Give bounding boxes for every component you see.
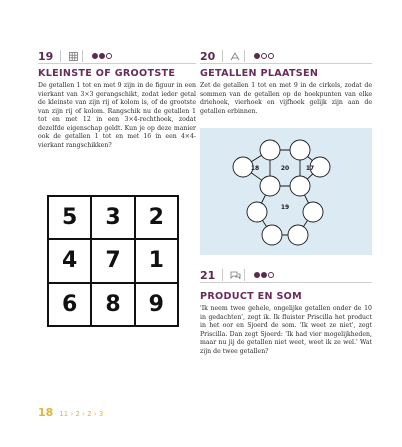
- puzzle-19-title: KLEINSTE OF GROOTSTE: [38, 68, 176, 79]
- puzzle-20-text: Zet de getallen 1 tot en met 9 in de cirkels, zodat de sommen van de getallen op de hoekpunten van elke driehoek, vierhoek en vijfhoek gelijk zijn aan de getallen erbinnen.: [200, 82, 372, 115]
- puzzle-21-title: PRODUCT EN SOM: [200, 291, 302, 302]
- difficulty-indicator: [254, 272, 274, 278]
- puzzle-21-number: 21: [200, 268, 216, 282]
- grid-cell: 4: [48, 239, 91, 282]
- square-sum-label: 20: [280, 165, 290, 172]
- circles-diagram: [200, 128, 372, 255]
- page-footer: [38, 406, 103, 419]
- grid-cell: 1: [135, 239, 178, 282]
- grid-cell: 8: [91, 283, 134, 326]
- puzzle-21-header: [200, 268, 372, 283]
- page-marks: 11 › 2 › 2 › 3: [59, 410, 104, 418]
- puzzle-20-header: [200, 49, 372, 64]
- puzzle-20-number: 20: [200, 49, 216, 63]
- puzzle-19-number: 19: [38, 49, 54, 63]
- circle-node: [247, 202, 267, 222]
- triangle-sum-label: 18: [250, 165, 260, 172]
- grid-cell: 9: [135, 283, 178, 326]
- circle-node: [260, 140, 280, 160]
- circle-node: [290, 140, 310, 160]
- compass-icon: [228, 50, 242, 62]
- puzzle-20-title: GETALLEN PLAATSEN: [200, 68, 319, 79]
- difficulty-indicator: [254, 53, 274, 59]
- grid-cell: 3: [91, 196, 134, 239]
- circles-figure: [200, 128, 372, 255]
- circle-node: [303, 202, 323, 222]
- circle-node: [290, 176, 310, 196]
- puzzle-19-header: [38, 49, 196, 64]
- circle-node: [260, 176, 280, 196]
- circle-node: [262, 225, 282, 245]
- puzzle-21-text: 'Ik neem twee gehele, ongelijke getallen onder de 10 in gedachten', zegt ik. Ik fluister Priscilla het product in het oor en Sjoerd de som. 'Ik weet ze niet', zegt Priscilla. Dan zegt Sjoerd: 'Ik had vier mogelijkheden, maar nu jij de getallen niet weet, weet ik ze wel.' Wat zijn de twee getallen?: [200, 305, 372, 355]
- puzzle-19-text: De getallen 1 tot en met 9 zijn in de figuur in een vierkant van 3×3 gerangschikt, zodat ieder getal de kleinste van zijn rij of kolom is, of de grootste van zijn rij of kolom. Rangschik nu de getallen 1 tot en met 12 in een 3×4-rechthoek, zodat dezelfde eigenschap geldt. Kun je op deze manier ook de getallen 1 tot en met 16 in een 4×4-vierkant rangschikken?: [38, 82, 196, 149]
- pentagon-sum-label: 19: [280, 204, 290, 211]
- triangle-sum-label: 17: [305, 165, 315, 172]
- page-number: 18: [38, 406, 54, 419]
- number-grid: [47, 195, 179, 327]
- grid-icon: [66, 50, 80, 62]
- grid-cell: 5: [48, 196, 91, 239]
- difficulty-indicator: [92, 53, 112, 59]
- grid-cell: 7: [91, 239, 134, 282]
- speech-icon: [228, 269, 242, 281]
- grid-cell: 6: [48, 283, 91, 326]
- grid-cell: 2: [135, 196, 178, 239]
- circle-node: [288, 225, 308, 245]
